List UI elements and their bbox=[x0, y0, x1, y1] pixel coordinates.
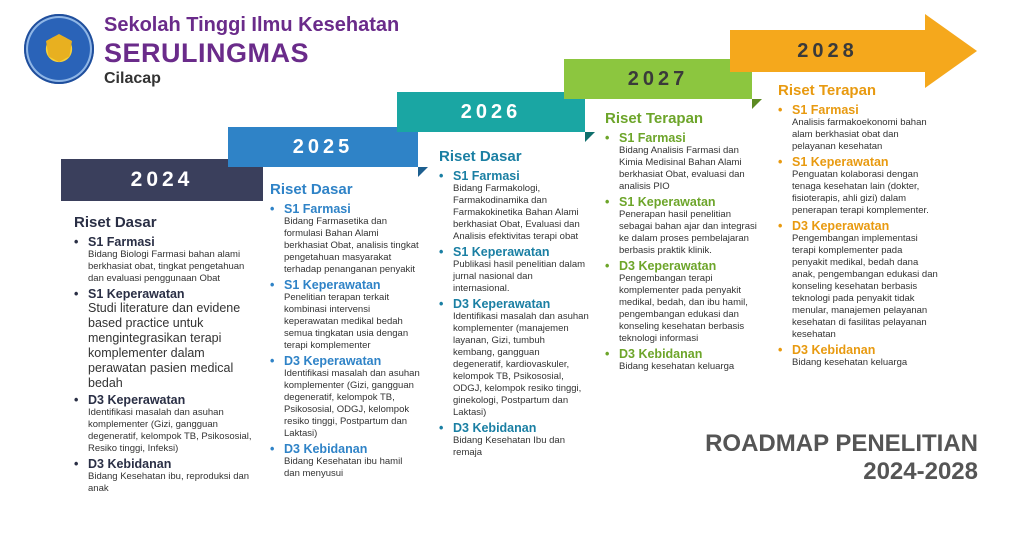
column-2024 bbox=[74, 214, 256, 497]
program-heading: • S1 Keperawatan bbox=[74, 287, 256, 301]
program-description: Publikasi hasil penelitian dalam jurnal nasional dan internasional. bbox=[453, 259, 586, 294]
program-description: Penerapan hasil penelitian sebagai bahan ajar dan integrasi ke dalam proses pembelajaran berbasis praktik klinik. bbox=[619, 209, 757, 256]
program-description: Penelitian terapan terkait kombinasi intervensi keperawatan medikal bedah semua tingkatan usia dengan terapi komplementer bbox=[284, 292, 409, 351]
program-heading: • S1 Keperawatan bbox=[270, 278, 420, 292]
program-heading: • S1 Keperawatan bbox=[439, 245, 589, 259]
column-title: Riset Dasar bbox=[439, 148, 522, 165]
program-description: Pengembangan terapi komplementer pada penyakit medikal, bedah, dan ibu hamil, pengembangan edukasi dan konseling kesehatan berbasis teknologi informasi bbox=[619, 273, 748, 344]
roadmap-caption bbox=[705, 430, 978, 486]
program-heading: • D3 Kebidanan bbox=[270, 442, 420, 456]
program-description: Bidang kesehatan keluarga bbox=[619, 361, 735, 372]
column-title: Riset Dasar bbox=[270, 181, 353, 198]
year-step-2025: 2025 bbox=[228, 127, 418, 167]
program-description: Analisis farmakoekonomi bahan alam berkhasiat obat dan pelayanan kesehatan bbox=[792, 117, 927, 152]
program-description: Identifikasi masalah dan asuhan komplementer (manajemen layanan, Gizi, tumbuh kembang, gangguan degeneratif, kardiovaskuler, kelompok TB, Psikososial, ODGJ, kelompok resiko tinggi, ginekologi, Postpartum dan Laktasi) bbox=[453, 311, 589, 418]
year-step-2024: 2024 bbox=[61, 159, 263, 201]
program-heading: • D3 Kebidanan bbox=[439, 421, 589, 435]
arrow-head-icon bbox=[925, 14, 977, 88]
column-title: Riset Terapan bbox=[605, 110, 704, 127]
program-heading: • S1 Farmasi bbox=[778, 103, 940, 117]
program-heading: • S1 Keperawatan bbox=[778, 155, 940, 169]
program-description: Bidang Farmasetika dan formulasi Bahan Alami berkhasiat Obat, analisis tingkat pengetahuan masyarakat terhadap penanganan penyakit bbox=[284, 216, 419, 275]
program-heading: • D3 Kebidanan bbox=[605, 347, 765, 361]
column-title: Riset Terapan bbox=[778, 82, 877, 99]
institution-logo bbox=[24, 14, 94, 84]
step-fold-2026 bbox=[585, 132, 595, 142]
roadmap-period: 2024-2028 bbox=[863, 458, 978, 485]
program-description: Studi literature dan evidene based practice untuk mengintegrasikan terapi komplementer dalam perawatan pasien medical bedah bbox=[88, 301, 241, 390]
column-2027 bbox=[605, 110, 765, 375]
column-2025 bbox=[270, 181, 420, 482]
program-heading: • D3 Keperawatan bbox=[439, 297, 589, 311]
program-heading: • D3 Keperawatan bbox=[74, 393, 256, 407]
program-description: Identifikasi masalah dan asuhan komplementer (Gizi, gangguan degeneratif, kelompok TB, Psikososial, ODGJ, kelompok resiko tinggi, Postpartum dan Laktasi) bbox=[284, 368, 420, 439]
program-description: Bidang Kesehatan ibu, reproduksi dan anak bbox=[88, 471, 250, 494]
year-step-2026: 2026 bbox=[397, 92, 585, 132]
year-step-2027: 2027 bbox=[564, 59, 752, 99]
program-description: Identifikasi masalah dan asuhan komplementer (Gizi, gangguan degeneratif, kelompok TB, Psikososial, Resiko tinggi, Infeksi) bbox=[88, 407, 252, 454]
column-title: Riset Dasar bbox=[74, 214, 157, 231]
program-heading: • S1 Farmasi bbox=[74, 235, 256, 249]
program-description: Pengembangan implementasi terapi komplementer pada penyakit medikal, bedah dana anak, pengembangan edukasi dan konseling kesehatan berbasis teknologi pada penyakit tidak menular, manajemen pelayanan kesehatan di fasilitas pelayanan kesehatan bbox=[792, 233, 938, 340]
year-step-2028: 2028 bbox=[730, 30, 925, 72]
header-institution-type: Sekolah Tinggi Ilmu Kesehatan bbox=[104, 14, 400, 36]
step-fold-2027 bbox=[752, 99, 762, 109]
program-heading: • D3 Kebidanan bbox=[74, 457, 256, 471]
program-description: Bidang Analisis Farmasi dan Kimia Medisinal Bahan Alami berkhasiat Obat, evaluasi dan analisis PIO bbox=[619, 145, 745, 192]
column-2026 bbox=[439, 148, 589, 461]
program-heading: • D3 Kebidanan bbox=[778, 343, 940, 357]
program-description: Bidang kesehatan keluarga bbox=[792, 357, 908, 368]
program-heading: • D3 Keperawatan bbox=[605, 259, 765, 273]
step-fold-2025 bbox=[418, 167, 428, 177]
program-heading: • S1 Farmasi bbox=[270, 202, 420, 216]
header-city: Cilacap bbox=[104, 70, 161, 87]
program-heading: • S1 Keperawatan bbox=[605, 195, 765, 209]
program-description: Bidang Biologi Farmasi bahan alami berkhasiat obat, tingkat pengetahuan dan evaluasi penggunaan Obat bbox=[88, 249, 245, 284]
program-heading: • S1 Farmasi bbox=[439, 169, 589, 183]
header-institution-name: SERULINGMAS bbox=[104, 38, 310, 68]
program-description: Bidang Farmakologi, Farmakodinamika dan Farmakokinetika Bahan Alami berkhasiat Obat, Evaluasi dan Analisis efektivitas terapi obat bbox=[453, 183, 580, 242]
program-heading: • D3 Keperawatan bbox=[270, 354, 420, 368]
program-heading: • S1 Farmasi bbox=[605, 131, 765, 145]
program-description: Penguatan kolaborasi dengan tenaga kesehatan lain (dokter, fisioterapis, ahli gizi) dalam penerapan terapi komplementer. bbox=[792, 169, 929, 216]
column-2028 bbox=[778, 82, 940, 371]
shield-emblem-icon bbox=[46, 34, 72, 62]
program-description: Bidang Kesehatan ibu hamil dan menyusui bbox=[284, 456, 403, 479]
roadmap-title: ROADMAP PENELITIAN bbox=[705, 430, 978, 457]
program-description: Bidang Kesehatan Ibu dan remaja bbox=[453, 435, 565, 458]
program-heading: • D3 Keperawatan bbox=[778, 219, 940, 233]
